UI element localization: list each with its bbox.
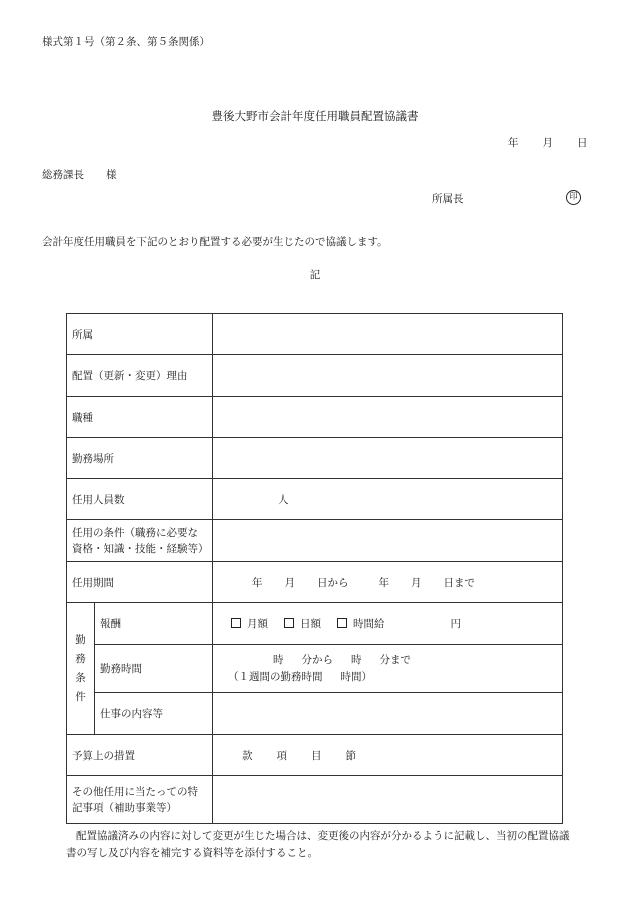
sender-label: 所属長 [432,193,464,205]
addressee-honorific: 様 [106,169,117,181]
value-reason [213,355,563,397]
label-work-conditions: 勤 務 条 件 [67,603,95,735]
row-budget [67,735,563,776]
checkbox-monthly[interactable] [231,618,241,628]
row-job-type [67,397,563,438]
row-period [67,562,563,603]
row-hours [67,645,563,693]
value-conditions [213,520,563,562]
agreement-table [66,313,563,824]
value-duties [213,693,563,735]
label-workplace: 勤務場所 [67,438,213,479]
footnote-line-1: 配置協議済みの内容に対して変更が生じた場合は、変更後の内容が分かるように記載し、当初の配置協議 [76,830,570,842]
value-job-type [213,397,563,438]
label-hours: 勤務時間 [95,645,213,693]
label-pay: 報酬 [95,603,213,645]
checkbox-daily[interactable] [284,618,294,628]
row-duties [67,693,563,735]
value-workplace [213,438,563,479]
value-department [213,314,563,355]
date-line [508,135,588,150]
date-day: 日 [577,137,588,149]
label-duties: 仕事の内容等 [95,693,213,735]
row-department [67,314,563,355]
row-headcount [67,479,563,520]
label-conditions: 任用の条件（職務に必要な 資格・知識・技能・経験等） [67,520,213,562]
label-budget: 予算上の措置 [67,735,213,776]
row-conditions [67,520,563,562]
label-job-type: 職種 [67,397,213,438]
headcount-unit: 人 [278,493,289,506]
label-reason: 配置（更新・変更）理由 [67,355,213,397]
label-other: その他任用に当たっての特 記事項（補助事業等） [67,776,213,824]
seal-mark: 印 [566,190,581,205]
ki-label: 記 [309,269,321,281]
row-other [67,776,563,824]
value-period: 年 月 日から 年 月 日まで [213,562,563,603]
checkbox-hourly[interactable] [337,618,347,628]
row-pay [67,603,563,645]
label-headcount: 任用人員数 [67,479,213,520]
label-department: 所属 [67,314,213,355]
footnote-line-2: 書の写し及び内容を補完する資料等を添付すること。 [66,847,318,859]
addressee [42,167,117,182]
row-workplace [67,438,563,479]
document-title: 豊後大野市会計年度任用職員配置協議書 [211,109,419,123]
label-period: 任用期間 [67,562,213,603]
addressee-name: 総務課長 [42,169,84,181]
sender [432,191,464,206]
date-month: 月 [542,137,553,149]
value-other [213,776,563,824]
form-number: 様式第１号（第２条、第５条関係） [42,36,210,48]
value-headcount [213,479,563,520]
intro-text: 会計年度任用職員を下記のとおり配置する必要が生じたので協議します。 [42,236,388,248]
value-pay: 月額 日額 時間給 円 [213,603,563,645]
value-budget: 款 項 目 節 [213,735,563,776]
row-reason [67,355,563,397]
value-hours: 時 分から 時 分まで （１週間の勤務時間 時間） [213,645,563,693]
date-year: 年 [508,137,519,149]
